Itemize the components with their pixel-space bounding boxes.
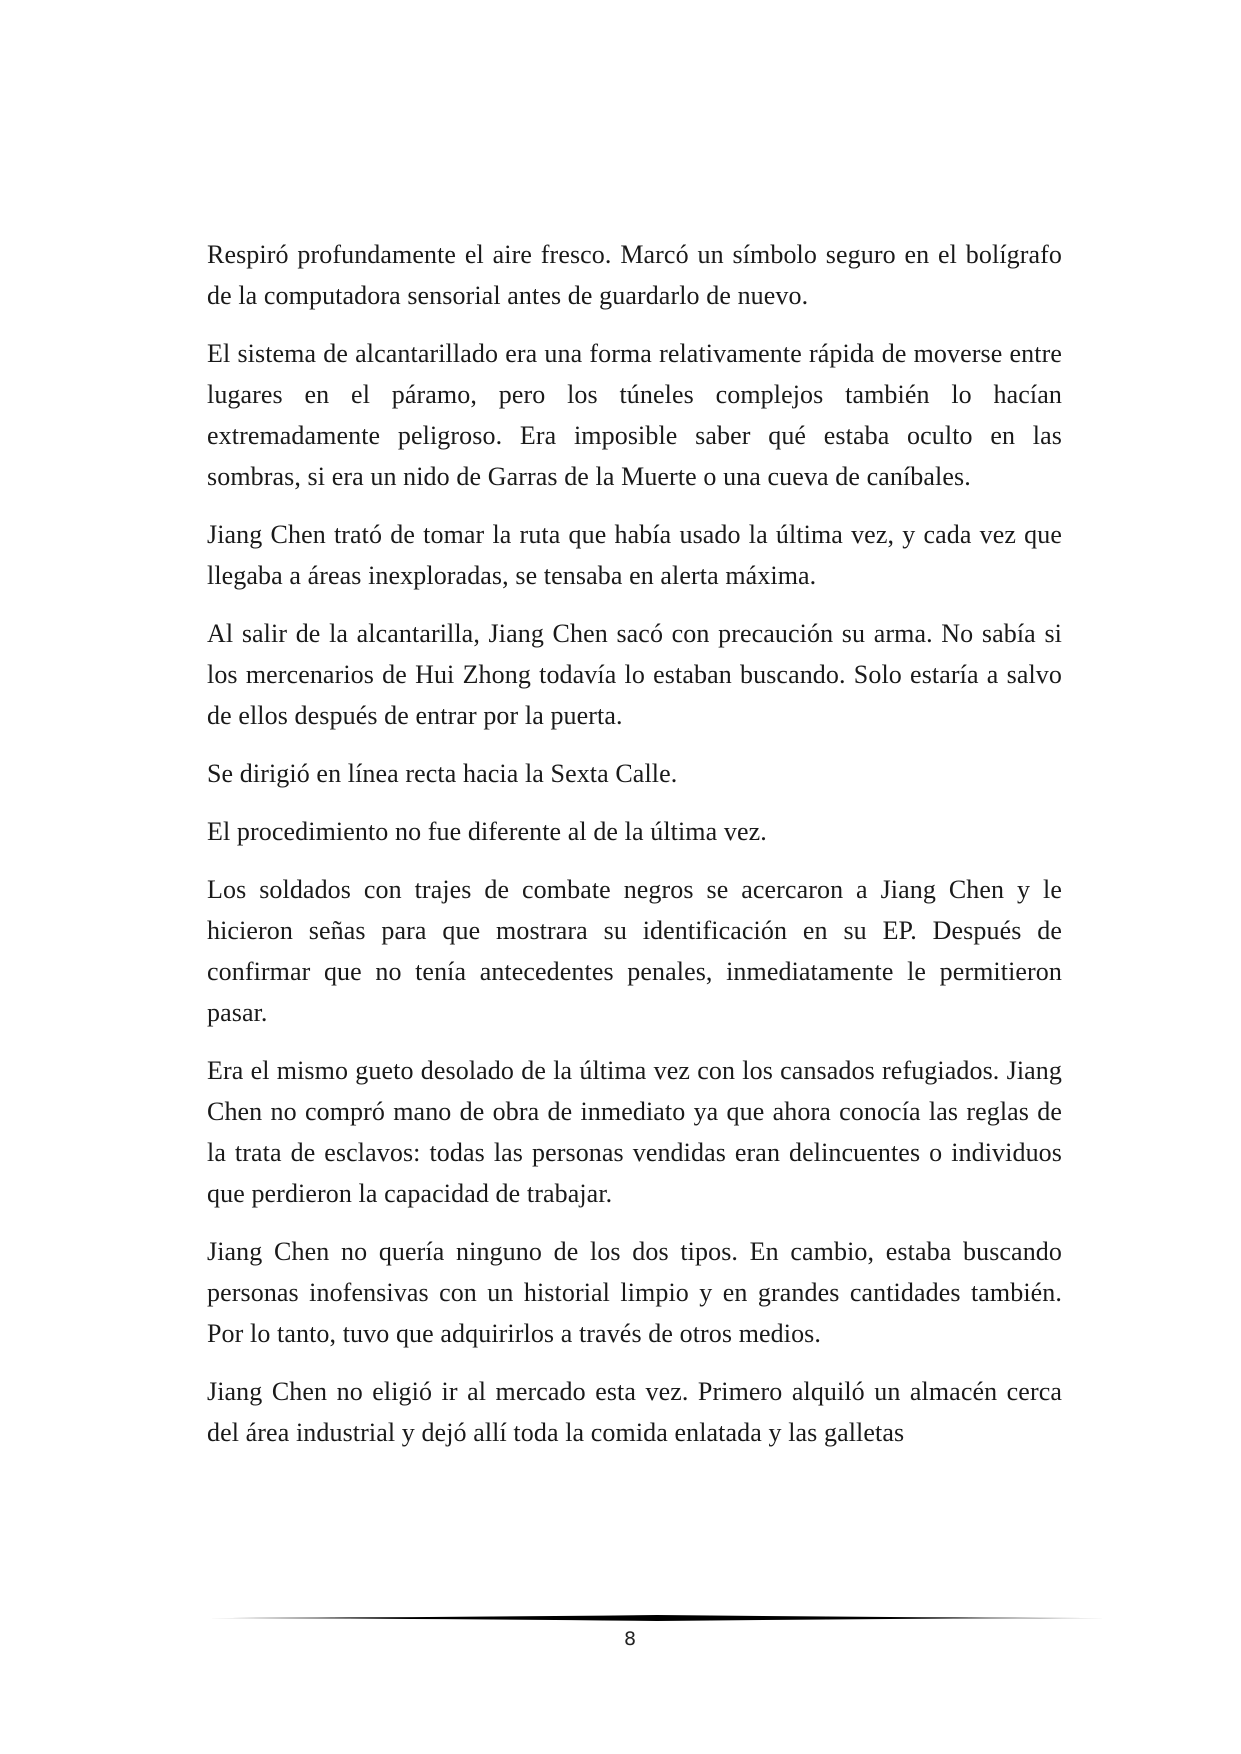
- paragraph-9: Jiang Chen no quería ninguno de los dos tipos. En cambio, estaba buscando personas inofensivas con un historial limpio y en grandes cantidades también. Por lo tanto, tuvo que adquirirlos a través de otros medios.: [207, 1237, 1062, 1348]
- paragraph-8: Era el mismo gueto desolado de la última vez con los cansados refugiados. Jiang Chen no compró mano de obra de inmediato ya que ahora conocía las reglas de la trata de esclavos: todas las personas vendidas eran delincuentes o individuos que perdieron la capacidad de trabajar.: [207, 1056, 1062, 1208]
- paragraph-4: Al salir de la alcantarilla, Jiang Chen sacó con precaución su arma. No sabía si los mercenarios de Hui Zhong todavía lo estaban buscando. Solo estaría a salvo de ellos después de entrar por la puerta.: [207, 619, 1062, 730]
- paragraph-2: El sistema de alcantarillado era una forma relativamente rápida de moverse entre lugares en el páramo, pero los túneles complejos también lo hacían extremadamente peligroso. Era imposible saber qué estaba oculto en las sombras, si era un nido de Garras de la Muerte o una cueva de caníbales.: [207, 339, 1062, 491]
- paragraph-6: El procedimiento no fue diferente al de la última vez.: [207, 817, 767, 846]
- paragraph-5: Se dirigió en línea recta hacia la Sexta Calle.: [207, 759, 678, 788]
- paragraph-3: Jiang Chen trató de tomar la ruta que había usado la última vez, y cada vez que llegaba a áreas inexploradas, se tensaba en alerta máxima.: [207, 520, 1062, 590]
- paragraph-7: Los soldados con trajes de combate negros se acercaron a Jiang Chen y le hicieron señas para que mostrara su identificación en su EP. Después de confirmar que no tenía antecedentes penales, inmediatamente le permitieron pasar.: [207, 875, 1062, 1027]
- page-number: 8: [623, 1628, 637, 1650]
- footer-rule: [207, 1612, 1107, 1624]
- page-body: [207, 234, 1062, 1470]
- paragraph-10: Jiang Chen no eligió ir al mercado esta vez. Primero alquiló un almacén cerca del área industrial y dejó allí toda la comida enlatada y las galletas: [207, 1377, 1062, 1447]
- footer-rule-swell: [207, 1615, 1107, 1621]
- paragraph-1: Respiró profundamente el aire fresco. Marcó un símbolo seguro en el bolígrafo de la computadora sensorial antes de guardarlo de nuevo.: [207, 240, 1062, 310]
